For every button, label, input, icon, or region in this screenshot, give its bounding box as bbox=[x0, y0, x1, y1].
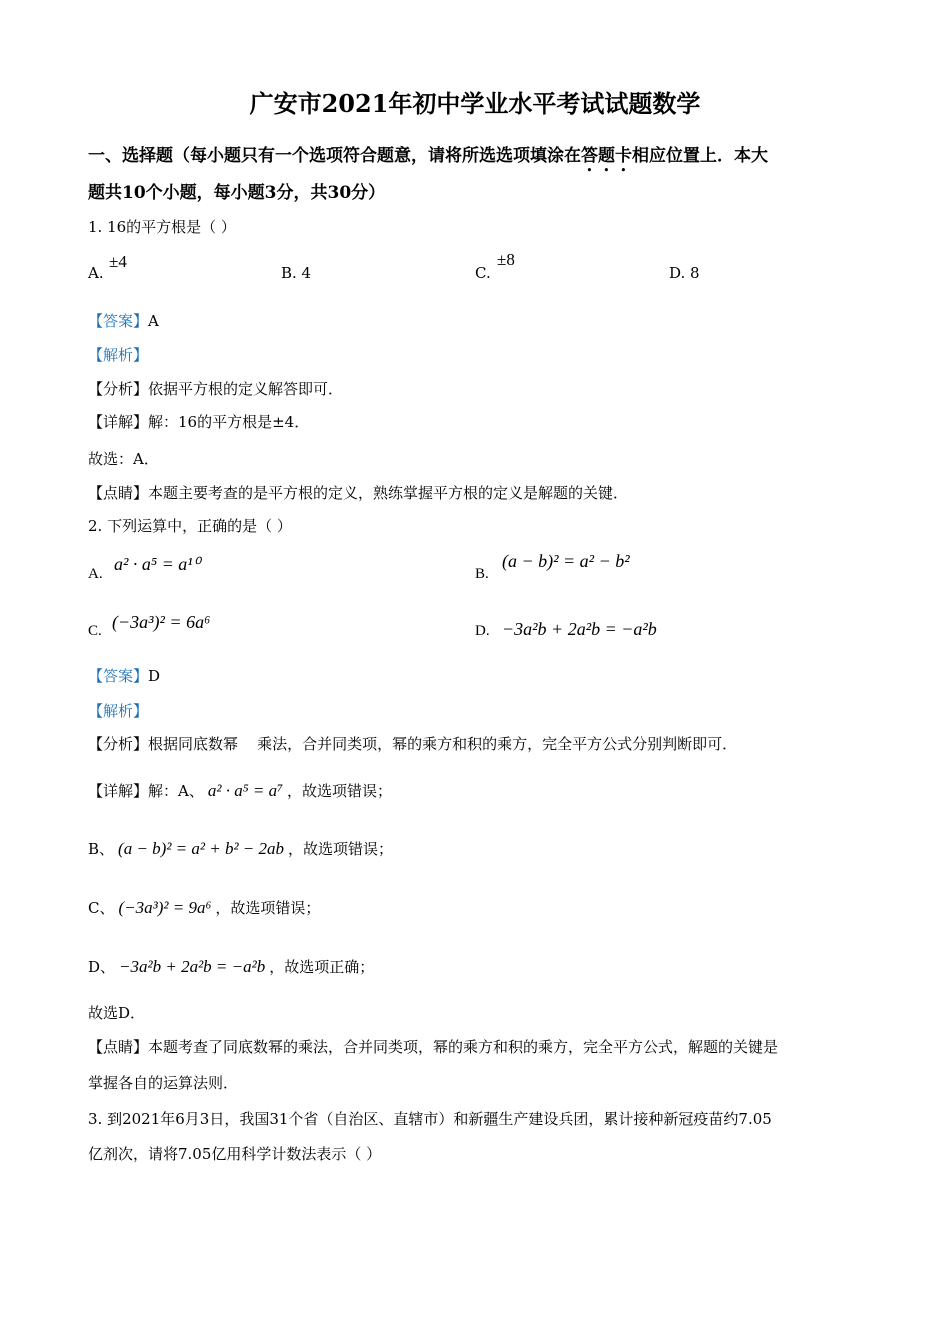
question-2-stem: 2. 下列运算中，正确的是（ ） bbox=[88, 517, 292, 535]
q2-choice: 故选D． bbox=[88, 1004, 146, 1022]
q1-xiangjie: 【详解】解：16的平方根是±4． bbox=[88, 413, 310, 431]
detail-math: (−3a³)² = 9a⁶ bbox=[118, 898, 212, 917]
detail-prefix: C、 bbox=[88, 899, 115, 917]
q2-option-c-label: C. bbox=[88, 623, 102, 639]
q2-option-b-math: (a − b)² = a² − b² bbox=[502, 551, 630, 571]
q2-fenxi: 【分析】根据同底数幂 乘法，合并同类项，幂的乘方和积的乘方，完全平方公式分别判断即可． bbox=[88, 735, 738, 753]
detail-math: −3a²b + 2a²b = −a²b bbox=[119, 957, 266, 976]
q2-detail-b bbox=[88, 838, 393, 860]
section-heading-line2: 题共10个小题，每小题3分，共30分） bbox=[88, 183, 386, 203]
q1-option-a-label: A. bbox=[88, 264, 104, 282]
q2-detail-a bbox=[88, 780, 392, 802]
q2-detail-d bbox=[88, 956, 374, 978]
q1-option-a-math: ±4 bbox=[109, 252, 127, 271]
q2-option-c-math: (−3a³)² = 6a⁶ bbox=[112, 612, 211, 632]
q2-option-b-label: B. bbox=[475, 566, 489, 582]
question-3-stem-line1: 3. 到2021年6月3日，我国31个省（自治区、直辖市）和新疆生产建设兵团，累计接种新冠疫苗约7.05 bbox=[88, 1110, 772, 1128]
answer-tag: 【答案】 bbox=[88, 667, 149, 685]
q1-analysis-tag: 【解析】 bbox=[88, 346, 149, 364]
q2-option-d-label: D. bbox=[475, 623, 490, 639]
page-title: 广安市2021年初中学业水平考试试题数学 bbox=[249, 89, 701, 118]
q2-option-d-math: −3a²b + 2a²b = −a²b bbox=[502, 619, 657, 639]
detail-suffix: ，故选项错误； bbox=[286, 782, 392, 800]
q1-dianjing: 【点睛】本题主要考查的是平方根的定义，熟练掌握平方根的定义是解题的关键． bbox=[88, 484, 629, 502]
q1-option-b: B. 4 bbox=[281, 264, 312, 282]
question-3-stem-line2: 亿剂次，请将7.05亿用科学计数法表示（ ） bbox=[88, 1145, 382, 1163]
section-heading-text: 一、选择题（每小题只有一个选项符合题意，请将所选选项填涂在 bbox=[88, 146, 581, 166]
q1-option-c-math: ±8 bbox=[497, 250, 515, 269]
answer-value: D bbox=[148, 667, 161, 685]
q2-answer bbox=[88, 665, 160, 687]
q1-choice: 故选：A． bbox=[88, 450, 159, 468]
detail-math: (a − b)² = a² + b² − 2ab bbox=[118, 839, 285, 858]
answer-tag: 【答案】 bbox=[88, 312, 149, 330]
q2-analysis-tag: 【解析】 bbox=[88, 702, 149, 720]
section-heading-line1 bbox=[88, 144, 768, 176]
q2-dianjing-2: 掌握各自的运算法则． bbox=[88, 1074, 239, 1092]
answer-value: A bbox=[148, 312, 159, 330]
q1-fenxi: 【分析】依据平方根的定义解答即可． bbox=[88, 380, 344, 398]
detail-prefix: B、 bbox=[88, 840, 115, 858]
q1-option-c-label: C. bbox=[475, 264, 491, 282]
q1-answer bbox=[88, 310, 159, 332]
detail-suffix: ，故选项错误； bbox=[288, 840, 394, 858]
detail-prefix: 【详解】解：A、 bbox=[88, 782, 204, 800]
detail-suffix: ，故选项正确； bbox=[269, 958, 375, 976]
detail-math: a² · a⁵ = a⁷ bbox=[207, 781, 283, 800]
question-1-stem: 1. 16的平方根是（ ） bbox=[88, 218, 236, 236]
section-heading-text-end: 相应位置上．本大 bbox=[632, 146, 768, 166]
q2-option-a-label: A. bbox=[88, 566, 103, 582]
q2-dianjing-1: 【点睛】本题考查了同底数幂的乘法，合并同类项，幂的乘方和积的乘方，完全平方公式，解题的关键是 bbox=[88, 1038, 779, 1056]
detail-prefix: D、 bbox=[88, 958, 116, 976]
q1-option-d: D. 8 bbox=[669, 264, 700, 282]
q2-option-a-math: a² · a⁵ = a¹⁰ bbox=[114, 554, 200, 574]
detail-suffix: ，故选项错误； bbox=[215, 899, 321, 917]
q2-detail-c bbox=[88, 897, 320, 919]
emphasized-text: 答题卡 bbox=[581, 146, 632, 166]
